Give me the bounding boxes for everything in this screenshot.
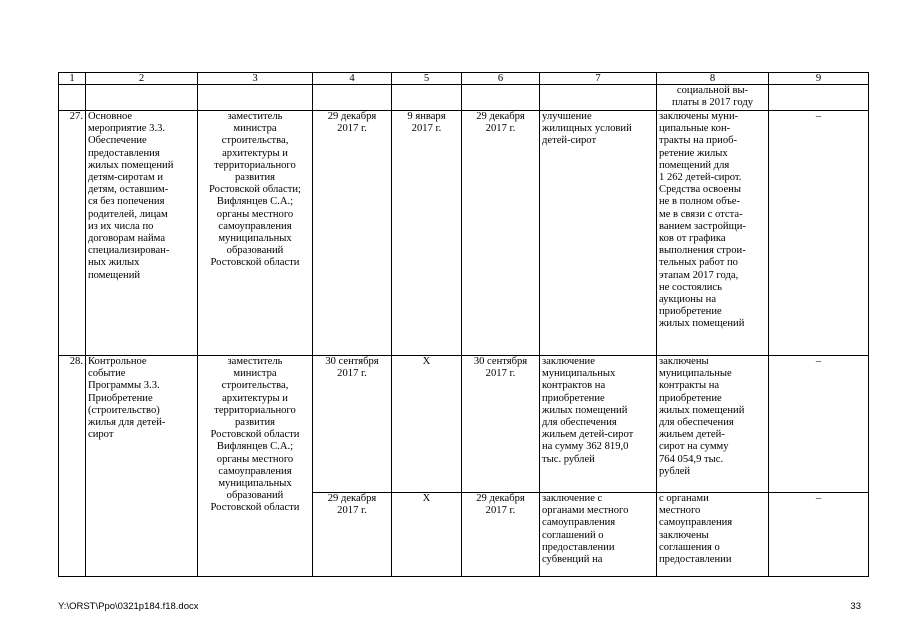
col-num-3: 3: [198, 73, 313, 85]
plan-end-date: 29 декабря 2017 г.: [462, 493, 540, 577]
plan-start-date: 30 сентября 2017 г.: [313, 356, 392, 493]
responsible: заместитель министра строительства, архитектуры и территориального развития Ростовской области; Вифлянцев С.А.; органы местного самоуправления муниципальных образований Ростовской области: [198, 111, 313, 356]
fact-start-date: Х: [392, 356, 462, 493]
result-plan: заключение с органами местного самоуправления соглашений о предоставлении субвенций на: [540, 493, 657, 577]
result-fact: заключены муниципальные контракты на приобретение жилых помещений для обеспечения жильем детей- сирот на сумму 764 054,9 тыс. рублей: [657, 356, 769, 493]
col-num-4: 4: [313, 73, 392, 85]
col-num-1: 1: [59, 73, 86, 85]
column-number-row: [59, 73, 869, 85]
col-num-7: 7: [540, 73, 657, 85]
result-fact: заключены муни- ципальные кон- тракты на приоб- ретение жилых помещений для 1 262 детей-сирот. Средства освоены не в полном объе- ме в связи с отста- ванием застройщи- ков от графика выполнения строи- тельных работ по этапам 2017 года, не состоялись аукционы на приобретение жилых помещений: [657, 111, 769, 356]
plan-end-date: 29 декабря 2017 г.: [462, 111, 540, 356]
table-row-28: [59, 356, 869, 493]
result-plan: улучшение жилищных условий детей-сирот: [540, 111, 657, 356]
col-num-6: 6: [462, 73, 540, 85]
col-num-8: 8: [657, 73, 769, 85]
file-path: Y:\ORST\Ppo\0321p184.f18.docx: [58, 601, 199, 612]
note: –: [769, 493, 869, 577]
carry-over-fact: социальной вы- платы в 2017 году: [657, 85, 769, 111]
event-name: Основное мероприятие 3.3. Обеспечение предоставления жилых помещений детям-сиротам и детям, оставшим- ся без попечения родителей, лицам из их числа по договорам найма специализирован- ных жилых помещений: [86, 111, 198, 356]
note: –: [769, 356, 869, 493]
note: –: [769, 111, 869, 356]
carry-over-row: [59, 85, 869, 111]
plan-start-date: 29 декабря 2017 г.: [313, 493, 392, 577]
plan-start-date: 29 декабря 2017 г.: [313, 111, 392, 356]
page-number: 33: [850, 601, 861, 612]
result-plan: заключение муниципальных контрактов на приобретение жилых помещений для обеспечения жильем детей-сирот на сумму 362 819,0 тыс. рублей: [540, 356, 657, 493]
result-fact: с органами местного самоуправления заключены соглашения о предоставлении: [657, 493, 769, 577]
responsible: заместитель министра строительства, архитектуры и территориального развития Ростовской области Вифлянцев С.А.; органы местного самоуправления муниципальных образований Ростовской области: [198, 356, 313, 577]
table-row-27: [59, 111, 869, 356]
row-number: 27.: [59, 111, 86, 356]
event-name: Контрольное событие Программы 3.3. Приобретение (строительство) жилья для детей- сирот: [86, 356, 198, 577]
col-num-2: 2: [86, 73, 198, 85]
report-table: [58, 72, 869, 577]
fact-start-date: Х: [392, 493, 462, 577]
plan-end-date: 30 сентября 2017 г.: [462, 356, 540, 493]
fact-start-date: 9 января 2017 г.: [392, 111, 462, 356]
col-num-5: 5: [392, 73, 462, 85]
col-num-9: 9: [769, 73, 869, 85]
row-number: 28.: [59, 356, 86, 577]
